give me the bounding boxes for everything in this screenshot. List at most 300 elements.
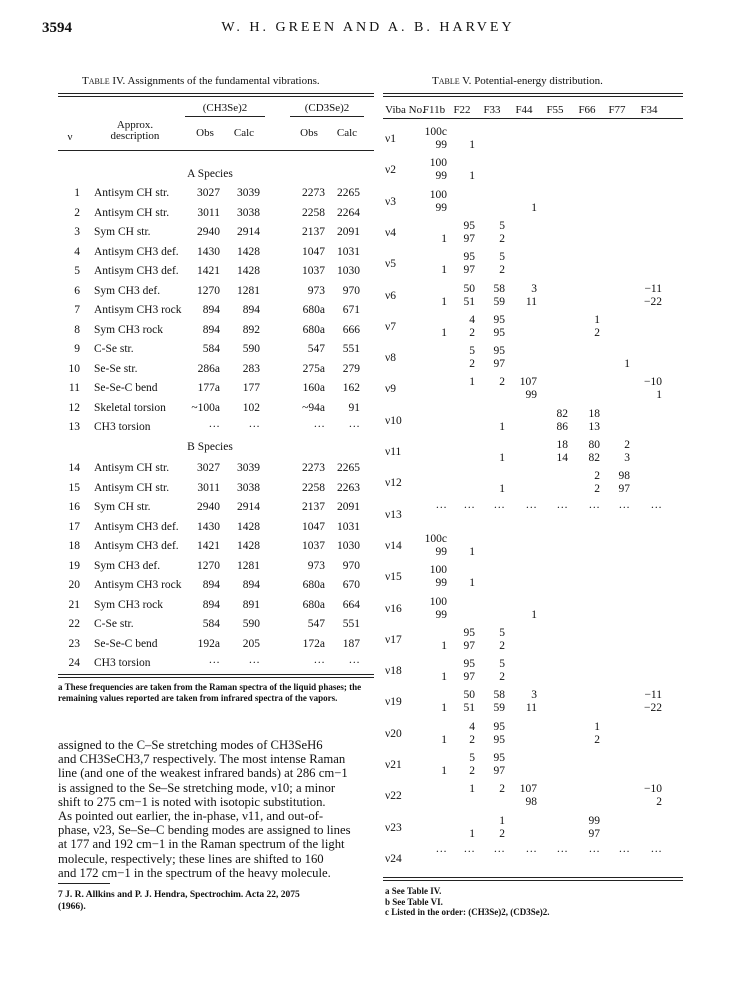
table5-cell-f77: 97: [618, 483, 630, 496]
table4-row-obs1: ···: [208, 657, 220, 669]
table4-row-calc1: 892: [242, 323, 260, 336]
table4-row-calc1: 1428: [237, 245, 260, 258]
table5-cell-f44: 98: [525, 796, 537, 809]
table5-cell-f11: 99: [435, 545, 447, 558]
table5-cell-f22: ···: [463, 845, 475, 858]
table4-row-obs1: 1421: [197, 265, 220, 277]
table5-cell-f22: 95: [463, 658, 475, 671]
table5-vib-label: ν18: [385, 665, 402, 678]
body-paragraph-line: assigned to the C–Se stretching modes of CH3SeH6: [58, 738, 323, 752]
body-paragraph-line: phase, ν23, Se–Se–C bending modes are assigned to lines: [58, 823, 351, 838]
table5-cell-f66: 2: [594, 483, 600, 496]
table5-cell-f34: −22: [644, 295, 662, 308]
table4-caption-label: Table IV.: [82, 75, 126, 87]
table4-row-description: Sym CH str.: [94, 501, 151, 513]
table4-calc2-header: Calc: [336, 127, 358, 139]
table5-cell-f44: 1: [531, 608, 537, 621]
table5-cell-f33: ···: [493, 845, 505, 858]
table4-row-obs1: 894: [202, 323, 220, 336]
table5-cell-f22: 1: [469, 170, 475, 183]
table4-row-calc1: 590: [242, 618, 260, 630]
table5-cell-f22: 1: [469, 376, 475, 389]
table4-row-calc1: 1428: [237, 540, 260, 552]
table4-row-number: 3: [74, 226, 80, 238]
table5-cell-f66: 1: [594, 720, 600, 733]
table4-row-description: CH3 torsion: [94, 421, 151, 433]
table5-cell-f22: 97: [463, 232, 475, 245]
table5-header-f77: F77: [608, 104, 626, 116]
table4-row-number: 24: [68, 657, 80, 669]
table5-cell-f33: 95: [493, 733, 505, 746]
table4-row-obs2: 275a: [302, 362, 325, 375]
table4-row-calc1: 1428: [237, 520, 260, 533]
table5-vib-label: ν11: [385, 446, 402, 458]
table4-row-calc1: 894: [242, 579, 260, 591]
table4-row-obs2: ···: [313, 657, 325, 669]
table4-row-number: 4: [74, 245, 80, 258]
table4-row-calc1: 3038: [237, 206, 260, 219]
table4-row-description: Antisym CH str.: [94, 187, 170, 199]
table5-header-f11: F11b: [422, 104, 446, 116]
body-paragraph: [58, 738, 376, 880]
table5-cell-f34: ···: [650, 845, 662, 858]
table4-row-number: 16: [68, 501, 80, 513]
table4-row-description: Antisym CH3 rock: [94, 304, 182, 316]
table4-row-description: Antisym CH3 def.: [94, 520, 179, 533]
table4-row-calc2: 2091: [337, 501, 360, 513]
table4-row-obs2: 1037: [302, 265, 325, 277]
table5-vib-label: ν12: [385, 477, 402, 490]
table5-cell-f22: 5: [469, 752, 475, 764]
table4-row-obs2: ~94a: [302, 401, 325, 414]
table4-row-calc1: 2914: [237, 226, 260, 238]
body-paragraph-line: line (and one of the weakest infrared bands) at 286 cm−1: [58, 766, 348, 781]
table4-row-calc1: 3038: [237, 481, 260, 494]
table4-row-number: 20: [68, 579, 80, 591]
table4-row-obs1: ···: [208, 421, 220, 433]
table5-cell-f66: 97: [588, 827, 600, 840]
table5-cell-f22: 50: [463, 689, 475, 702]
table5-cell-f33: 5: [499, 219, 505, 232]
table4-row-obs2: 172a: [302, 637, 325, 650]
table5-cell-f33: 2: [499, 376, 505, 389]
table4-row-calc2: 1031: [337, 520, 360, 533]
table4-row-calc2: 1031: [337, 245, 360, 258]
table4-row-obs1: 2940: [197, 501, 220, 513]
table4-row-obs1: 3027: [197, 187, 220, 199]
table4-row-description: Antisym CH str.: [94, 462, 170, 474]
table5-vib-label: ν17: [385, 633, 402, 646]
table4-row-obs1: 584: [202, 343, 220, 355]
table4-row-obs1: 3027: [197, 462, 220, 474]
table4-group1-rule: [185, 116, 265, 117]
table5-cell-f33: ···: [493, 501, 505, 514]
table4-row-obs2: 680a: [302, 598, 325, 611]
table5-cell-f77: 2: [624, 439, 630, 451]
table5-caption-text: Potential-energy distribution.: [474, 75, 603, 87]
table5-vib-label: ν21: [385, 759, 402, 771]
table5-cell-f22: ···: [463, 501, 475, 514]
table4-row-obs2: 547: [307, 343, 325, 355]
table4-row-description: Sym CH3 def.: [94, 284, 161, 297]
table5-vib-label: ν4: [385, 226, 396, 239]
table4-row-calc2: 664: [342, 598, 360, 611]
table4-row-calc2: 91: [348, 401, 360, 414]
table5-cell-f22: 95: [463, 251, 475, 264]
table4-row-description: Antisym CH3 def.: [94, 540, 179, 552]
table4-row-obs1: 584: [202, 618, 220, 630]
table4-bottom-rule-2: [58, 677, 374, 678]
table4-caption: [82, 75, 320, 87]
body-paragraph-line: As pointed out earlier, the in-phase, ν11, and out-of-: [58, 809, 324, 824]
table4-desc-header-l2: description: [110, 130, 160, 142]
table4-footnote: a These frequencies are taken from the Raman spectra of the liquid phases; the remaining values reported are taken from infrared spectra of the vapors.: [58, 682, 362, 703]
table4-row-obs2: 680a: [302, 579, 325, 591]
table4-row-calc2: 666: [342, 323, 360, 336]
table4-row-number: 11: [68, 382, 80, 394]
table4-row-calc1: ···: [248, 421, 260, 433]
table5-cell-f11: ···: [435, 501, 447, 514]
table4-row-obs2: 973: [307, 284, 325, 297]
table5-cell-f55: 86: [556, 420, 568, 433]
table5-cell-f33: 1: [499, 483, 505, 496]
table4-species-b: B Species: [187, 441, 233, 453]
table5-cell-f33: 58: [493, 689, 505, 702]
table5-cell-f77: 1: [624, 358, 630, 371]
table4-row-obs2: 160a: [302, 382, 325, 394]
table5-vib-label: ν2: [385, 164, 396, 177]
table5-cell-f11: ···: [435, 845, 447, 858]
table5-cell-f22: 50: [463, 282, 475, 295]
table5-cell-f33: 97: [493, 765, 505, 777]
table4-row-calc1: 894: [242, 304, 260, 316]
table4-row-number: 12: [68, 401, 80, 414]
table5-footnote: c Listed in the order: (CH3Se)2, (CD3Se)2.: [385, 907, 550, 917]
table4-row-number: 21: [68, 598, 80, 611]
table5-cell-f44: ···: [525, 845, 537, 858]
table5-cell-f22: 97: [463, 639, 475, 652]
table5-cell-f33: 59: [493, 295, 505, 308]
table5-footnote: b See Table VI.: [385, 896, 443, 907]
table4-row-number: 22: [68, 618, 80, 630]
table4-row-number: 6: [74, 284, 80, 297]
table5-cell-f44: 11: [525, 702, 537, 715]
table4-row-obs1: 177a: [197, 382, 220, 394]
table4-row-obs2: 2137: [302, 501, 325, 513]
table5-header-vib: Viba No.: [385, 104, 425, 116]
table5-cell-f34: 2: [656, 796, 662, 809]
table5-cell-f11: 100: [429, 188, 447, 201]
table5-cell-f34: −11: [644, 282, 662, 295]
table5-vib-label: ν3: [385, 195, 396, 208]
table4-group1-header: (CH3Se)2: [202, 102, 248, 114]
table4-row-obs2: 680a: [302, 304, 325, 316]
table4-row-calc2: 1030: [337, 265, 360, 277]
table4-row-obs2: 2137: [302, 226, 325, 238]
table5-cell-f44: 3: [531, 689, 537, 702]
table5-cell-f77: 3: [624, 452, 630, 464]
table4-row-obs1: 894: [202, 304, 220, 316]
table4-row-description: Antisym CH str.: [94, 481, 170, 494]
body-paragraph-line: molecule, respectively; these lines are shifted to 160: [58, 851, 324, 866]
table4-row-obs1: 192a: [197, 637, 220, 650]
table5-cell-f33: 95: [493, 752, 505, 764]
table5-caption: [432, 75, 603, 87]
table4-row-obs1: 3011: [197, 206, 220, 219]
table4-row-number: 9: [74, 343, 80, 355]
table5-cell-f11: 99: [435, 139, 447, 151]
table4-row-obs1: 3011: [197, 481, 220, 494]
table5-cell-f22: 51: [463, 702, 475, 715]
table5-bottom-rule-2: [383, 880, 683, 881]
table4-row-obs1: 286a: [197, 362, 220, 375]
table4-row-obs1: 1430: [197, 520, 220, 533]
table4-row-calc2: 2264: [337, 206, 360, 219]
table4-row-obs2: 1037: [302, 540, 325, 552]
page-number: 3594: [42, 20, 72, 36]
table5-cell-f22: 1: [469, 827, 475, 840]
table5-cell-f55: ···: [556, 501, 568, 514]
table5-cell-f11: 1: [441, 264, 447, 277]
table5-cell-f33: 95: [493, 313, 505, 326]
table5-cell-f66: 1: [594, 313, 600, 326]
table4-row-calc2: 187: [342, 637, 360, 650]
table5-top-rule-2: [383, 96, 683, 97]
table4-row-calc1: 1281: [237, 284, 260, 297]
table5-vib-label: ν19: [385, 696, 402, 709]
table5-vib-label: ν9: [385, 383, 396, 396]
table4-row-obs2: 973: [307, 559, 325, 572]
table5-cell-f33: 2: [499, 264, 505, 277]
table5-cell-f33: 5: [499, 251, 505, 264]
table5-cell-f33: 1: [499, 814, 505, 827]
table5-cell-f33: 1: [499, 452, 505, 464]
table4-row-number: 2: [74, 206, 80, 219]
table4-row-calc1: 177: [242, 382, 260, 394]
table5-cell-f66: ···: [588, 845, 600, 858]
table5-cell-f22: 2: [469, 765, 475, 777]
table5-cell-f11: 1: [441, 232, 447, 245]
table5-bottom-rule: [383, 877, 683, 878]
table4-row-number: 8: [74, 323, 80, 336]
table5-cell-f22: 1: [469, 139, 475, 151]
table5-cell-f34: 1: [656, 389, 662, 402]
table5-cell-f22: 95: [463, 626, 475, 639]
table5-cell-f11: 99: [435, 608, 447, 621]
table4-row-obs2: ···: [313, 421, 325, 433]
table5-cell-f22: 4: [469, 313, 475, 326]
table5-vib-label: ν10: [385, 414, 402, 427]
table5-vib-label: ν20: [385, 727, 402, 740]
table5-cell-f33: 2: [499, 827, 505, 840]
table5-cell-f55: 82: [556, 407, 568, 420]
table5-cell-f22: 51: [463, 295, 475, 308]
table4-row-calc2: 551: [342, 618, 360, 630]
table4-row-obs1: 1270: [197, 559, 220, 572]
table4-row-number: 5: [74, 265, 80, 277]
table4-row-calc2: 162: [342, 382, 360, 394]
table4-row-description: Sym CH str.: [94, 226, 151, 238]
table5-header-f55: F55: [546, 104, 564, 116]
table4-row-calc1: 283: [242, 362, 260, 375]
table5-vib-label: ν5: [385, 258, 396, 271]
table5-cell-f11: 100: [429, 595, 447, 608]
table5-cell-f11: 1: [441, 671, 447, 684]
table5-cell-f11: 100c: [424, 126, 447, 138]
table4-row-calc2: 279: [342, 362, 360, 375]
table4-row-obs2: 1047: [302, 520, 325, 533]
table5-cell-f33: 58: [493, 282, 505, 295]
body-paragraph-line: and 172 cm−1 in the spectrum of the heavy molecule.: [58, 865, 331, 880]
table5-cell-f34: ···: [650, 501, 662, 514]
table5-cell-f44: 107: [519, 376, 537, 389]
table5-cell-f34: −11: [644, 689, 662, 702]
table4-row-calc2: 2263: [337, 481, 360, 494]
table5-header-rule: [383, 118, 683, 119]
table4-row-obs2: 2273: [302, 187, 325, 199]
table4-row-obs2: 547: [307, 618, 325, 630]
table5-cell-f44: 1: [531, 201, 537, 214]
table5-cell-f11: 100: [429, 564, 447, 577]
table4-row-calc2: 2091: [337, 226, 360, 238]
table5-cell-f33: 2: [499, 783, 505, 796]
table5-cell-f33: 59: [493, 702, 505, 715]
table4-top-rule-2: [58, 96, 374, 97]
table5-cell-f33: 97: [493, 358, 505, 371]
table4-row-calc1: 891: [242, 598, 260, 611]
table5-cell-f66: 80: [588, 439, 600, 451]
table4-row-calc1: ···: [248, 657, 260, 669]
table4-obs2-header: Obs: [300, 127, 318, 139]
table5-cell-f33: 95: [493, 720, 505, 733]
table5-cell-f11: 99: [435, 577, 447, 590]
table5-cell-f34: −10: [644, 376, 662, 389]
table4-row-calc2: 670: [342, 579, 360, 591]
table4-row-calc2: 970: [342, 284, 360, 297]
table4-nu-header: ν: [67, 131, 73, 143]
table5-cell-f34: −10: [644, 783, 662, 796]
table5-cell-f44: ···: [525, 501, 537, 514]
table4-row-obs2: 2273: [302, 462, 325, 474]
table4-species-a: A Species: [187, 168, 233, 180]
table5-cell-f22: 1: [469, 577, 475, 590]
table4-bottom-rule: [58, 674, 374, 675]
table4-calc1-header: Calc: [233, 127, 255, 139]
table5-cell-f44: 99: [525, 389, 537, 402]
table4-row-calc1: 205: [242, 637, 260, 650]
table5-top-rule: [383, 93, 683, 94]
table5-cell-f66: 99: [588, 814, 600, 827]
table5-vib-label: ν13: [385, 508, 402, 521]
table5-cell-f66: 82: [588, 452, 600, 464]
table5-cell-f44: 107: [519, 783, 537, 796]
table4-row-description: Sym CH3 def.: [94, 559, 161, 572]
table5-cell-f22: 97: [463, 264, 475, 277]
table4-row-calc1: 2914: [237, 501, 260, 513]
table4-row-number: 15: [68, 481, 80, 494]
footnote-7-line1: 7 J. R. Allkins and P. J. Hendra, Spectrochim. Acta 22, 2075: [58, 890, 300, 900]
table4-top-rule: [58, 93, 374, 94]
table4-group2-rule: [290, 116, 364, 117]
table4-row-number: 10: [68, 362, 80, 375]
table5-cell-f55: 14: [556, 452, 568, 464]
table4-row-obs1: 1430: [197, 245, 220, 258]
table4-row-calc2: 1030: [337, 540, 360, 552]
table5-cell-f33: 2: [499, 232, 505, 245]
table4-row-calc2: 2265: [337, 462, 360, 474]
table4-row-obs1: 1421: [197, 540, 220, 552]
table5-cell-f11: 100c: [424, 532, 447, 545]
table4-row-obs1: 1270: [197, 284, 220, 297]
table4-caption-text: Assignments of the fundamental vibrations.: [127, 75, 320, 87]
table5-vib-label: ν14: [385, 539, 402, 552]
table4-row-calc2: 970: [342, 559, 360, 572]
table5-footnote: a See Table IV.: [385, 886, 442, 896]
table4-row-obs1: 894: [202, 598, 220, 611]
table4-row-description: Antisym CH3 def.: [94, 265, 179, 277]
table5-cell-f33: 1: [499, 420, 505, 433]
footnote-divider: [58, 883, 110, 884]
table5-vib-label: ν6: [385, 289, 396, 302]
table5-cell-f55: ···: [556, 845, 568, 858]
table4-row-number: 7: [74, 304, 80, 316]
table4-row-description: C-Se str.: [94, 618, 134, 630]
table5-cell-f66: 2: [594, 470, 600, 483]
table5-cell-f22: 97: [463, 671, 475, 684]
table4-row-obs2: 1047: [302, 245, 325, 258]
table4-header-rule: [58, 150, 374, 151]
table4-row-obs1: 894: [202, 579, 220, 591]
table5-cell-f11: 1: [441, 639, 447, 652]
table5-cell-f33: 2: [499, 671, 505, 684]
table4-row-calc1: 102: [242, 401, 260, 414]
table4-row-number: 19: [68, 559, 80, 572]
table5-header-f33: F33: [483, 104, 501, 116]
table5-header-f44: F44: [515, 104, 533, 116]
table5-cell-f77: 98: [618, 470, 630, 483]
table5-cell-f66: 13: [588, 420, 600, 433]
table5-cell-f22: 5: [469, 345, 475, 358]
table5-cell-f11: 1: [441, 326, 447, 339]
table4-row-number: 17: [68, 520, 80, 533]
body-paragraph-line: at 177 and 192 cm−1 in the Raman spectrum of the light: [58, 837, 345, 852]
table5-cell-f33: 95: [493, 345, 505, 358]
table4-row-calc1: 3039: [237, 187, 260, 199]
table4-row-description: Antisym CH3 rock: [94, 579, 182, 591]
body-paragraph-line: shift to 275 cm−1 is noted with isotopic substitution.: [58, 794, 326, 809]
table5-cell-f22: 95: [463, 219, 475, 232]
table5-vib-label: ν23: [385, 821, 402, 834]
table5-cell-f11: 1: [441, 295, 447, 308]
table4-row-calc1: 3039: [237, 462, 260, 474]
table4-row-number: 18: [68, 540, 80, 552]
table4-row-description: Antisym CH3 def.: [94, 245, 179, 258]
table5-cell-f11: 99: [435, 201, 447, 214]
table5-cell-f66: 18: [588, 407, 600, 420]
table5-header-f22: F22: [453, 104, 471, 116]
table4-row-description: C-Se str.: [94, 343, 134, 355]
table4-row-description: Se-Se-C bend: [94, 382, 158, 394]
table5-vib-label: ν24: [385, 852, 402, 865]
table5-cell-f33: 5: [499, 626, 505, 639]
table4-row-calc1: 1281: [237, 559, 260, 572]
table4-row-description: Skeletal torsion: [94, 401, 166, 414]
running-head: W. H. GREEN AND A. B. HARVEY: [221, 20, 515, 35]
table4-row-description: Antisym CH str.: [94, 206, 170, 219]
table5-cell-f11: 1: [441, 765, 447, 777]
table5-vib-label: ν15: [385, 571, 402, 584]
table4-row-number: 1: [74, 187, 80, 199]
